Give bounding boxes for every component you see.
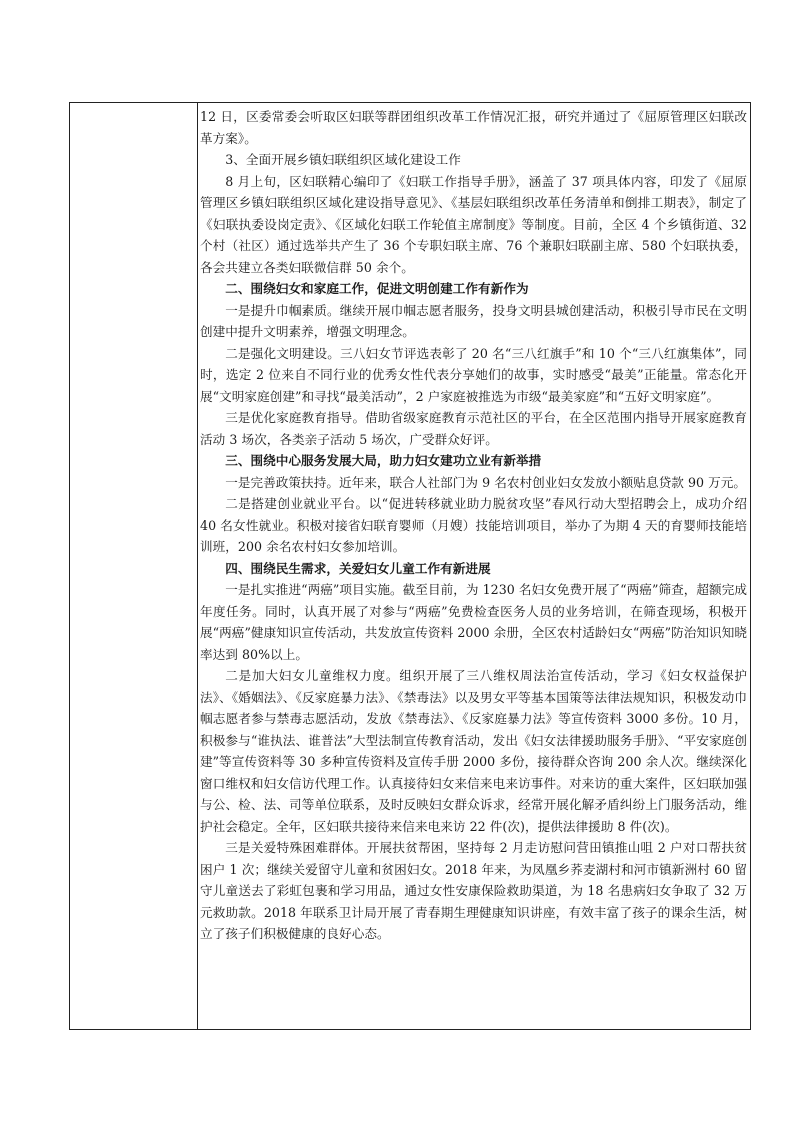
form-table [69,102,751,1030]
paragraph: 一是扎实推进“两癌”项目实施。截至目前，为 1230 名妇女免费开展了“两癌”筛查，超额完成年度任务。同时，认真开展了对参与“两癌”免费检查医务人员的业务培训，在筛查现场，积极开展“两癌”健康知识宣传活动，共发放宣传资料 2000 余册，全区农村适龄妇女“两癌”防治知识知晓率达到 80%以上。 [200,582,747,662]
subheading: 3、全面开展乡镇妇联组织区域化建设工作 [225,152,461,167]
paragraph: 二是强化文明建设。三八妇女节评选表彰了 20 名“三八红旗手”和 10 个“三八红旗集体”，同时，选定 2 位来自不同行业的优秀女性代表分享她们的故事，实时感受“最美”正能量。常态化开展“文明家庭创建”和寻找“最美活动”，2 户家庭被推选为市级“最美家庭”和“五好文明家庭”。 [200,345,747,404]
paragraph: 三是优化家庭教育指导。借助省级家庭教育示范社区的平台，在全区范围内指导开展家庭教育活动 3 场次，各类亲子活动 5 场次，广受群众好评。 [200,410,747,447]
paragraph: 一是提升巾帼素质。继续开展巾帼志愿者服务，投身文明县城创建活动，积极引导市民在文明创建中提升文明素养，增强文明理念。 [200,302,747,339]
section-heading: 三、围绕中心服务发展大局，助力妇女建功立业有新举措 [225,453,542,468]
paragraph: 8 月上旬，区妇联精心编印了《妇联工作指导手册》，涵盖了 37 项具体内容，印发了《屈原管理区乡镇妇联组织区域化建设指导意见》、《基层妇联组织改革任务清单和倒排工期表》，制定了《妇联执委设岗定责》、《区域化妇联工作轮值主席制度》等制度。目前，全区 4 个乡镇街道、32 个村（社区）通过选举共产生了 36 个专职妇联主席、76 个兼职妇联副主席、580 个妇联执委，各会共建立各类妇联微信群 50 余个。 [200,173,747,275]
paragraph: 一是完善政策扶持。近年来，联合人社部门为 9 名农村创业妇女发放小额贴息贷款 90 万元。 [225,474,747,490]
paragraph: 三是关爱特殊困难群体。开展扶贫帮困，坚持每 2 月走访慰问营田镇推山咀 2 户对口帮扶贫困户 1 次；继续关爱留守儿童和贫困妇女。2018 年来，为凤凰乡荞麦湖村和河市镇新洲村 60 留守儿童送去了彩虹包裹和学习用品，通过女性安康保险救助渠道，为 18 名患病妇女争取了 32 万元救助款。2018 年联系卫计局开展了青春期生理健康知识讲座，有效丰富了孩子的课余生活，树立了孩子们积极健康的良好心态。 [200,840,747,941]
content-cell [200,106,747,945]
section-heading: 二、围绕妇女和家庭工作，促进文明创建工作有新作为 [225,281,529,296]
paragraph: 二是加大妇女儿童维权力度。组织开展了三八维权周法治宣传活动，学习《妇女权益保护法》、《婚姻法》、《反家庭暴力法》、《禁毒法》以及男女平等基本国策等法律法规知识，积极发动巾帼志愿者参与禁毒志愿活动，发放《禁毒法》、《反家庭暴力法》等宣传资料 3000 多份。10 月，积极参与“谁执法、谁普法”大型法制宣传教育活动，发出《妇女法律援助服务手册》、“平安家庭创建”等宣传资料等 30 多种宣传资料及宣传手册 2000 多份，接待群众咨询 200 余人次。继续深化窗口维权和妇女信访代理工作。认真接待妇女来信来电来访事件。对来访的重大案件，区妇联加强与公、检、法、司等单位联系，及时反映妇女群众诉求，经常开展化解矛盾纠纷上门服务活动，维护社会稳定。全年，区妇联共接待来信来电来访 22 件(次)，提供法律援助 8 件(次)。 [200,668,747,834]
section-heading: 四、围绕民生需求，关爱妇女儿童工作有新进展 [225,560,491,576]
column-divider [197,103,198,1029]
paragraph: 二是搭建创业就业平台。以“促进转移就业助力脱贫攻坚”春风行动大型招聘会上，成功介绍 40 名女性就业。积极对接省妇联育婴师（月嫂）技能培训项目，举办了为期 4 天的育婴师技能培训班，200 余名农村妇女参加培训。 [200,496,747,554]
paragraph: 12 日，区委常委会听取区妇联等群团组织改革工作情况汇报，研究并通过了《屈原管理区妇联改革方案》。 [200,109,747,146]
